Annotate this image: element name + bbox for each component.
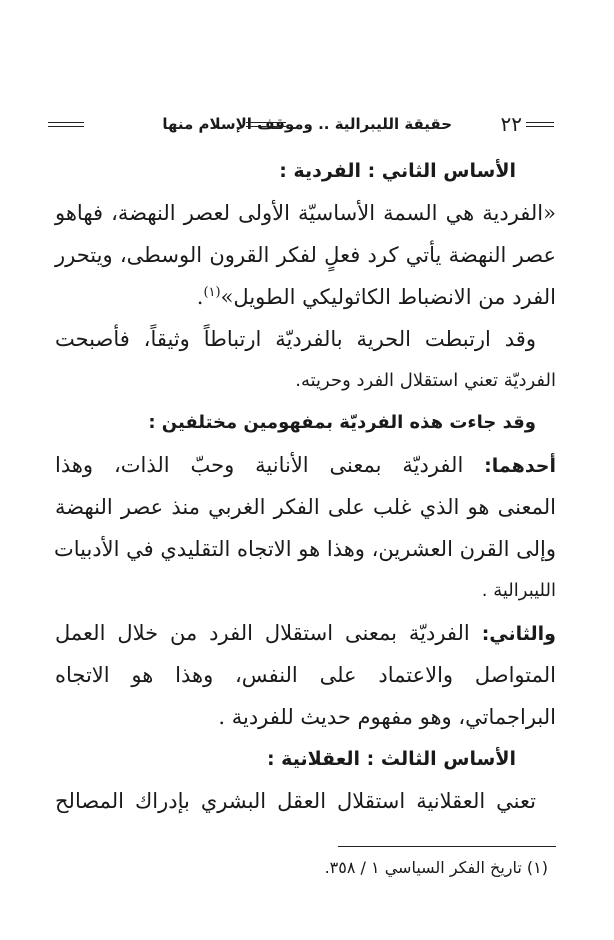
paragraph-line: الفرديّة تعني استقلال الفرد وحريته.: [295, 370, 556, 391]
quote-line: [55, 276, 556, 318]
header-rule-mid: [246, 122, 286, 127]
page-number: ٢٢: [500, 112, 522, 136]
paragraph-line: وقد ارتبطت الحرية بالفرديّة ارتباطاً وثيقاً، فأصبحت: [55, 327, 536, 351]
meaning-one-line: وإلى القرن العشرين، وهذا هو الاتجاه التقليدي في الأدبيات: [53, 537, 556, 561]
meaning-two-lead: والثاني:: [481, 623, 556, 645]
footnote-separator: [338, 846, 556, 847]
paragraph-line: تعني العقلانية استقلال العقل البشري بإدراك المصالح: [55, 789, 536, 813]
meaning-two-line: البراجماتي، وهو مفهوم حديث للفردية .: [218, 705, 556, 729]
meaning-one-line: [55, 444, 556, 486]
quote-line: «الفردية هي السمة الأساسيّة الأولى لعصر النهضة، فهاهو: [55, 201, 556, 225]
footnote: (١) تاريخ الفكر السياسي ١ / ٣٥٨.: [324, 858, 548, 877]
meaning-two-line: [55, 612, 556, 654]
header-rule-right: [526, 122, 554, 127]
quote-end-punct: .: [196, 285, 204, 309]
running-header: [48, 112, 554, 138]
meaning-two-text: الفرديّة بمعنى استقلال الفرد من خلال العمل: [55, 621, 482, 645]
meaning-two-line: المتواصل والاعتماد على النفس، وهذا هو الاتجاه: [55, 663, 556, 687]
meaning-one-text: الفرديّة بمعنى الأنانية وحبّ الذات، وهذا: [55, 453, 485, 477]
section-heading-individualism: الأساس الثاني : الفردية :: [279, 160, 516, 182]
meaning-one-lead: أحدهما:: [484, 455, 556, 477]
quote-text: الفرد من الانضباط الكاثوليكي الطويل»: [220, 285, 556, 309]
meaning-one-line: الليبرالية .: [481, 580, 556, 601]
header-rule-left: [48, 122, 84, 127]
page-body: [55, 150, 556, 822]
quote-line: عصر النهضة يأتي كرد فعلٍ لفكر القرون الوسطى، ويتحرر: [55, 243, 556, 267]
meaning-one-line: المعنى هو الذي غلب على الفكر الغربي منذ عصر النهضة: [55, 495, 556, 519]
section-heading-rationalism: الأساس الثالث : العقلانية :: [266, 748, 516, 770]
footnote-reference[interactable]: (١): [203, 285, 221, 300]
running-title: حقيقة الليبرالية .. وموقف الإسلام منها: [162, 115, 452, 133]
paragraph-intro: وقد جاءت هذه الفرديّة بمفهومين مختلفين :: [148, 412, 536, 433]
